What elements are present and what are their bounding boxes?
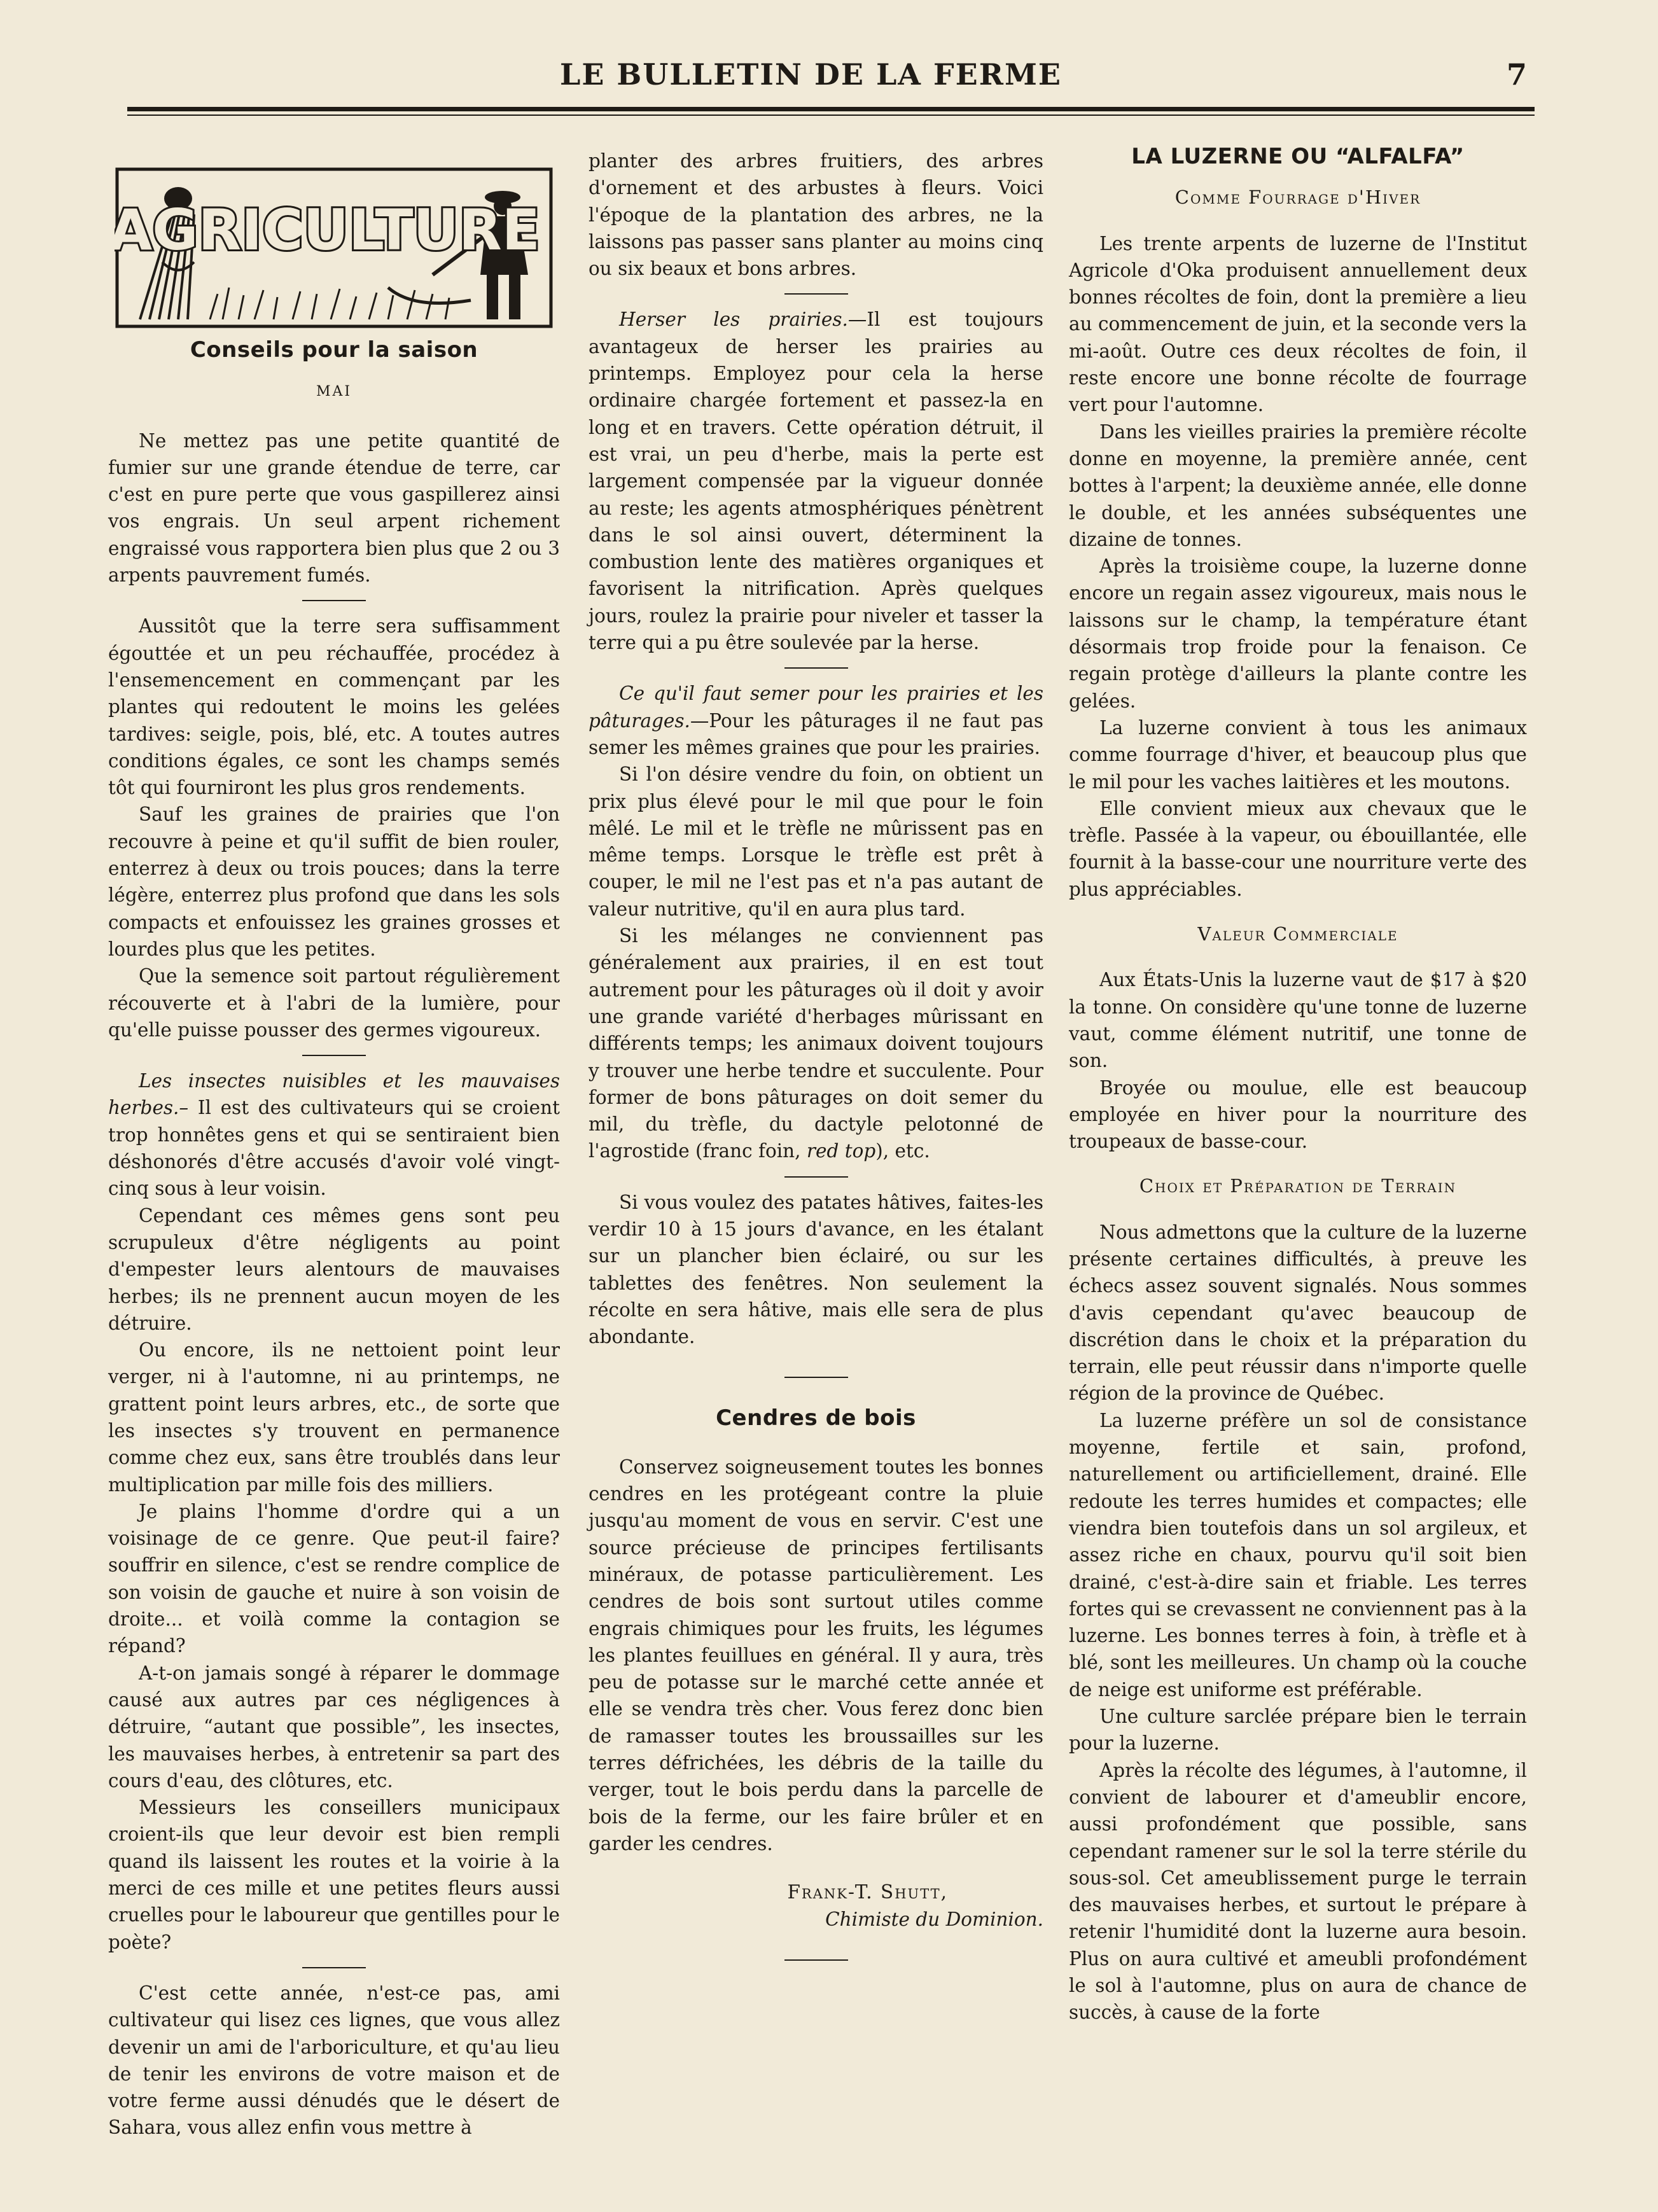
paragraph: Après la récolte des légumes, à l'automne, il convient de labourer et d'ameublir encore, aussi profondément que possible, sans cependant ramener sur le sol la terre stérile du sous-sol. Cet ameublissement purge le terrain des mauvaises herbes, et surtout le prépare à retenir l'humidité dont la luzerne aura besoin. Plus on aura cultivé et ameubli profondément le sol à l'automne, plus on aura de chance de succès, à cause de la forte xyxy=(1069,1759,1527,2024)
paragraph: La luzerne préfère un sol de consistance moyenne, fertile et sain, profond, naturellement ou artificiellement, drainé. Elle redoute les terres humides et compactes; elle viendra bien toutefois dans un sol argileux, et assez riche en chaux, pourvu qu'il soit bien drainé, c'est-à-dire sain et friable. Les terres fortes qui se crevassent ne conviennent pas à la luzerne. Les bonnes terres à foin, à trèfle et à blé, sont les meilleures. Un champ où la couche de neige est uniforme est préférable. xyxy=(1069,1409,1527,1701)
paragraph: C'est cette année, n'est-ce pas, ami cultivateur qui lisez ces lignes, que vous allez devenir un ami de l'arboriculture, et qu'au lieu de tenir les environs de votre maison et de votre ferme aussi dénudés que le désert de Sahara, vous allez enfin vous mettre à xyxy=(108,1982,560,2139)
paragraph: Si l'on désire vendre du foin, on obtient un prix plus élevé pour le mil que pour le foin mêlé. Le mil et le trèfle ne mûrissent pas en même temps. Lorsque le trèfle est prêt à couper, le mil ne l'est pas et n'a pas autant de valeur nutritive, qu'il en aura plus tard. xyxy=(589,763,1043,920)
paragraph xyxy=(589,306,1043,656)
header-rule xyxy=(127,107,1535,111)
paragraph: Aux États-Unis la luzerne vaut de $17 à $20 la tonne. On considère qu'une tonne de luzerne vaut, comme élément nutritif, une tonne de son. xyxy=(1069,969,1527,1072)
separator xyxy=(784,293,848,295)
paragraph: Ne mettez pas une petite quantité de fumier sur une grande étendue de terre, car c'est en pure perte que vous gaspillerez ainsi vos engrais. Un seul arpent richement engraissé vous rapportera bien plus que 2 ou 3 arpents pauvrement fumés. xyxy=(108,429,560,587)
section-subtitle-fourrage: Comme Fourrage d'Hiver xyxy=(1174,186,1421,209)
paragraph xyxy=(589,922,1043,1165)
separator xyxy=(784,1176,848,1178)
left-column xyxy=(108,127,560,2141)
paragraph-lead: Ce qu'il faut semer pour les prairies et les pâturages. xyxy=(589,683,1043,732)
paragraph: Broyée ou moulue, elle est beaucoup employée en hiver pour la nourriture des troupeaux de basse-cour. xyxy=(1069,1076,1527,1153)
paragraph-body: —Pour les pâturages il ne faut pas semer les mêmes graines que pour les prairies. xyxy=(589,709,1043,758)
subheading-valeur: Valeur Commerciale xyxy=(1197,923,1398,945)
paragraph-body: Il est des cultivateurs qui se croient trop honnêtes gens et qui se sentiraient bien déshonorés d'être accusés d'avoir volé vingt-cinq sous à leur voisin. xyxy=(108,1097,560,1200)
section-title-conseils: Conseils pour la saison xyxy=(190,337,478,363)
paragraph: Messieurs les conseillers municipaux croient-ils que leur devoir est bien rempli quand ils laissent les routes et la voirie à la merci de ces mille et une petites fleurs aussi cruelles pour le laboureur que gentilles pour le poète? xyxy=(108,1797,560,1953)
paragraph: Conservez soigneusement toutes les bonnes cendres en les protégeant contre la pluie jusqu'au moment de vous en servir. C'est une source précieuse de principes fertilisants minéraux, de potasse particulièrement. Les cendres de bois sont surtout utiles comme engrais chimiques pour les fruits, les légumes les plantes feuillues en général. Il y aura, très peu de potasse sur le marché cette année et elle se vendra très cher. Vous ferez donc bien de ramasser toutes les broussailles sur les terres défrichées, les débris de la taille du verger, tout le bois perdu dans la parcelle de bois de la ferme, our les faire brûler et en garder les cendres. xyxy=(589,1456,1043,1854)
paragraph: Que la semence soit partout régulièrement récouverte et à l'abri de la lumière, pour qu'elle puisse pousser des germes vigoureux. xyxy=(108,965,560,1041)
right-column xyxy=(1069,143,1527,2026)
paragraph: Sauf les graines de prairies que l'on recouvre à peine et qu'il suffit de bien rouler, enterrez à deux ou trois pouces; dans la terre légère, enterrez plus profond que dans les sols compacts et enfouissez les graines grosses et lourdes plus que les petites. xyxy=(108,803,560,960)
paragraph xyxy=(589,680,1043,761)
paragraph: Elle convient mieux aux chevaux que le trèfle. Passée à la vapeur, ou ébouillantée, elle fournit à la basse-cour une nourriture verte des plus appréciables. xyxy=(1069,797,1527,900)
section-title-cendres: Cendres de bois xyxy=(716,1405,916,1431)
signature-role: Chimiste du Dominion. xyxy=(825,1908,1043,1930)
paragraph: Ou encore, ils ne nettoient point leur verger, ni à l'automne, ni au printemps, ne grattent point leurs arbres, etc., de sorte que les insectes s'y trouvent en permanence comme chez eux, sans être troublés dans leur multiplication par mille fois des milliers. xyxy=(108,1339,560,1496)
middle-column xyxy=(589,148,1043,1987)
running-title: LE BULLETIN DE LA FERME xyxy=(560,57,1062,92)
paragraph: Aussitôt que la terre sera suffisamment égouttée et un peu réchauffée, procédez à l'ensemencement en commençant par les plantes qui redoutent le moins les gelées tardives: seigle, pois, blé, etc. A toutes autres conditions égales, ce sont les champs semés tôt qui fourniront les plus gros rendements. xyxy=(108,615,560,799)
paragraph: Nous admettons que la culture de la luzerne présente certaines difficultés, à preuve les échecs assez souvent signalés. Nous sommes d'avis cependant qu'avec beaucoup de discrétion dans le choix et la préparation du terrain, elle peut réussir dans n'importe quelle région de la province de Québec. xyxy=(1069,1221,1527,1405)
paragraph: La luzerne convient à tous les animaux comme fourrage d'hiver, et beaucoup plus que le mil pour les vaches laitières et les moutons. xyxy=(1069,716,1527,793)
italic-term: red top xyxy=(806,1140,876,1162)
farmer-illustration xyxy=(115,167,554,329)
banner-word: AGRICULTURE xyxy=(115,197,540,263)
section-title-luzerne: LA LUZERNE OU “ALFALFA” xyxy=(1131,144,1465,169)
separator xyxy=(302,600,366,601)
section-subtitle-mai: MAI xyxy=(316,384,352,400)
running-header xyxy=(127,57,1552,102)
paragraph-body: —Il est toujours avantageux de herser les prairies au printemps. Employez pour cela la herse ordinaire chargée fortement et passez-la en long et en travers. Cette opération détruit, il est vrai, un peu d'herbe, mais la perte est largement compensée par la vigueur donnée au reste; les agents atmosphériques pénètrent dans le sol ainsi ouvert, déterminent la combustion lente des matières organiques et favorisent la nitrification. Après quelques jours, roulez la prairie pour niveler et tasser la terre qui a pu être soulevée par la herse. xyxy=(589,309,1044,654)
paragraph: Après la troisième coupe, la luzerne donne encore un regain assez vigoureux, mais nous le laissons sur le champ, la température étant désormais trop froide pour la fenaison. Ce regain protège d'ailleurs la plante contre les gelées. xyxy=(1069,555,1527,712)
paragraph: A-t-on jamais songé à réparer le dommage causé aux autres par ces négligences à détruire, “autant que possible”, les insectes, les mauvaises herbes, à entretenir sa part des cours d'eau, des clôtures, etc. xyxy=(108,1662,560,1791)
paragraph-body: Si les mélanges ne conviennent pas généralement aux prairies, il en est tout autrement pour les pâturages où il doit y avoir une grande variété d'herbages mûrissant en différents temps; les animaux doivent toujours y trouver une herbe tendre et succulente. Pour former de bons pâturages on doit semer du mil, du trèfle, du dactyle pelotonné de l'agrostide (franc foin, xyxy=(589,925,1043,1162)
paragraph-body: ), etc. xyxy=(875,1140,930,1162)
agriculture-banner xyxy=(115,167,554,329)
paragraph: Cependant ces mêmes gens sont peu scrupuleux d'être négligents au point d'empester leurs alentours de mauvaises herbes; ils ne prennent aucun moyen de les détruire. xyxy=(108,1204,560,1334)
subheading-choix: Choix et Préparation de Terrain xyxy=(1139,1175,1457,1197)
signature-name: Frank-T. Shutt, xyxy=(787,1881,948,1903)
paragraph: Je plains l'homme d'ordre qui a un voisinage de ce genre. Que peut-il faire? souffrir en silence, c'est se rendre complice de son voisin de gauche et nuire à son voisin de droite... et voilà comme la contagion se répand? xyxy=(108,1500,560,1657)
paragraph xyxy=(108,1068,560,1202)
separator xyxy=(302,1967,366,1968)
separator xyxy=(784,667,848,669)
separator xyxy=(784,1377,848,1378)
page-number: 7 xyxy=(1506,57,1527,92)
separator xyxy=(302,1055,366,1056)
paragraph-lead: Herser les prairies. xyxy=(619,309,848,331)
paragraph-lead: Les insectes nuisibles et les mauvaises herbes.– xyxy=(108,1070,560,1119)
paragraph: Dans les vieilles prairies la première récolte donne en moyenne, la première année, cent bottes à l'arpent; la deuxième année, elle donne le double, et les années subséquentes une dizaine de tonnes. xyxy=(1069,421,1527,550)
paragraph: planter des arbres fruitiers, des arbres d'ornement et des arbustes à fleurs. Voici l'époque de la plantation des arbres, ne la laissons pas passer sans planter au moins cinq ou six beaux et bons arbres. xyxy=(589,150,1043,280)
paragraph: Les trente arpents de luzerne de l'Institut Agricole d'Oka produisent annuellement deux bonnes récoltes de foin, dont la première a lieu au commencement de juin, et la seconde vers la mi-août. Outre ces deux récoltes de foin, il reste encore une bonne récolte de fourrage vert pour l'automne. xyxy=(1069,232,1527,416)
paragraph: Une culture sarclée prépare bien le terrain pour la luzerne. xyxy=(1069,1706,1527,1755)
separator xyxy=(784,1959,848,1961)
paragraph: Si vous voulez des patates hâtives, faites-les verdir 10 à 15 jours d'avance, en les étalant sur un plancher bien éclairé, ou sur les tablettes des fenêtres. Non seulement la récolte en sera hâtive, mais elle sera de plus abondante. xyxy=(589,1191,1043,1348)
header-rule-thin xyxy=(127,115,1535,116)
